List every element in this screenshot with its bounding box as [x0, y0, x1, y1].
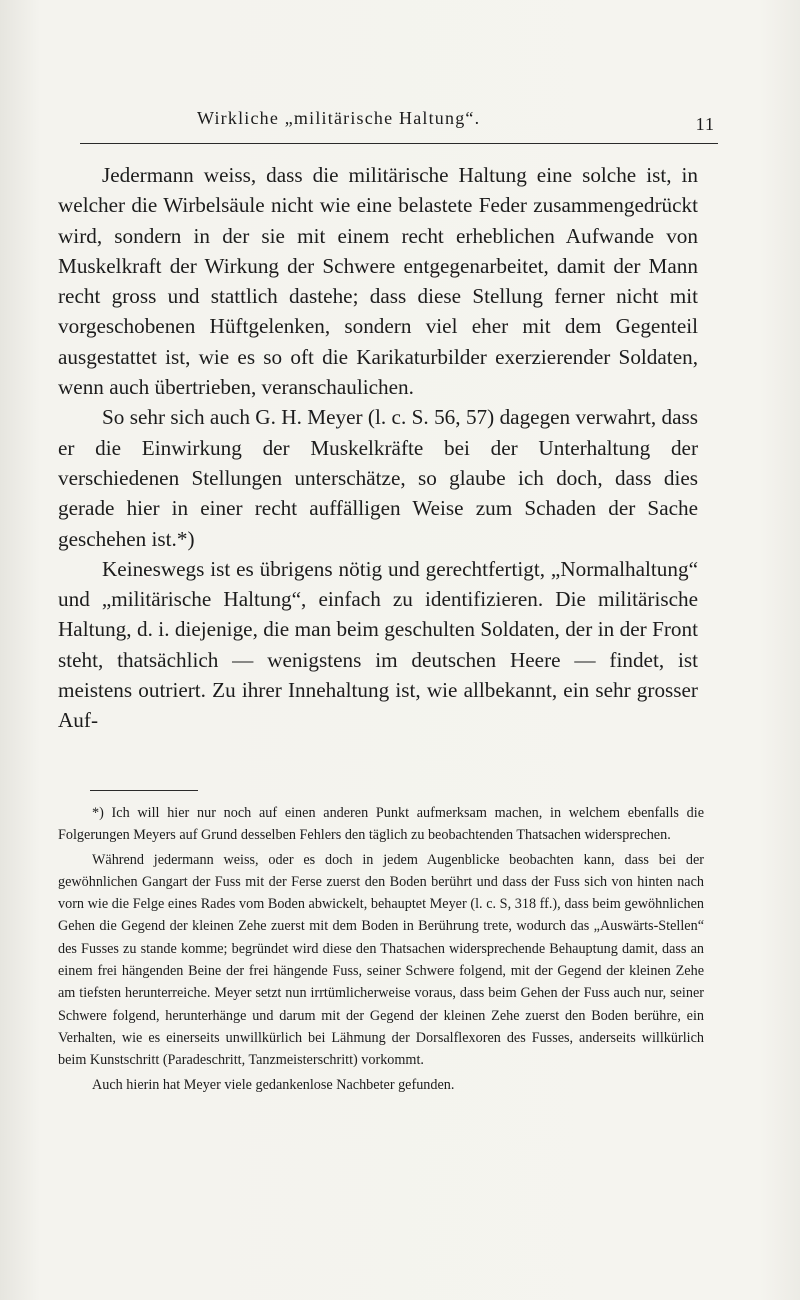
page-header	[85, 104, 715, 138]
footnote	[58, 802, 704, 1096]
body-paragraph: Keineswegs ist es übrigens nötig und gerechtfertigt, „Normalhaltung“ und „militärische Haltung“, einfach zu identifizieren. Die militärische Haltung, d. i. diejenige, die man beim geschulten Soldaten, der in der Front steht, thatsächlich — wenigstens im deutschen Heere — findet, ist meistens outriert. Zu ihrer Innehaltung ist, wie allbekannt, ein sehr grosser Auf-	[58, 556, 698, 733]
footnote-rule	[90, 790, 198, 791]
footnote-paragraph: Während jedermann weiss, oder es doch in jedem Augenblicke beobachten kann, dass bei der gewöhnlichen Gangart der Fuss mit der Ferse zuerst den Boden berührt und dass der Fuss sich von hinten nach vorn wie die Felge eines Rades vom Boden abwickelt, behauptet Meyer (l. c. S, 318 ff.), dass beim gewöhnlichen Gehen die Gegend der kleinen Zehe zuerst mit dem Boden in Berührung trete, wodurch das „Auswärts-Stellen“ des Fusses zu stande komme; begründet wird diese den Thatsachen widersprechende Behauptung damit, dass an einem frei hängenden Beine der frei hängende Fuss, seiner Schwere folgend, mit der Gegend der kleinen Zehe am tiefsten herunterreiche. Meyer setzt nun irrtümlicherweise voraus, dass beim Gehen der Fuss auch nur, seiner Schwere folgend, herunterhänge und darum mit der Gegend der kleinen Zehe zuerst den Boden berühre, ein Verhalten, wie es einerseits unwillkürlich bei Lähmung der Dorsalflexoren des Fusses, anderseits willkürlich beim Kunstschritt (Paradeschritt, Tanzmeisterschritt) vorkommt.	[58, 851, 704, 1069]
footnote-paragraph: Auch hierin hat Meyer viele gedankenlose Nachbeter gefunden.	[92, 1076, 455, 1093]
body-paragraph: So sehr sich auch G. H. Meyer (l. c. S. 56, 57) dagegen verwahrt, dass er die Einwirkung der Muskelkräfte bei der Unterhaltung der verschiedenen Stellungen unterschätze, so glaube ich doch, dass dies gerade hier in einer recht auffälligen Weise zum Schaden der Sache geschehen ist.*)	[58, 405, 698, 551]
page-number: 11	[695, 114, 715, 134]
header-rule	[80, 143, 718, 144]
body-paragraph: Jedermann weiss, dass die militärische Haltung eine solche ist, in welcher die Wirbelsäule nicht wie eine belastete Feder zusammengedrückt wird, sondern in der sie mit einem recht erheblichen Aufwande von Muskelkraft der Wirkung der Schwere entgegenarbeitet, damit der Mann recht gross und stattlich dastehe; dass diese Stellung ferner nicht mit vorgeschobenen Hüftgelenken, sondern viel eher mit dem Gegenteil ausgestattet ist, wie es so oft die Karikaturbilder exerzierender Soldaten, wenn auch übertrieben, veranschaulichen.	[58, 163, 698, 400]
body-text	[58, 160, 698, 736]
footnote-paragraph: *) Ich will hier nur noch auf einen anderen Punkt aufmerksam machen, in welchem ebenfalls die Folgerungen Meyers auf Grund desselben Fehlers den täglich zu beobachtenden Thatsachen widersprechen.	[58, 805, 704, 844]
running-head: Wirkliche „militärische Haltung“.	[197, 108, 481, 128]
